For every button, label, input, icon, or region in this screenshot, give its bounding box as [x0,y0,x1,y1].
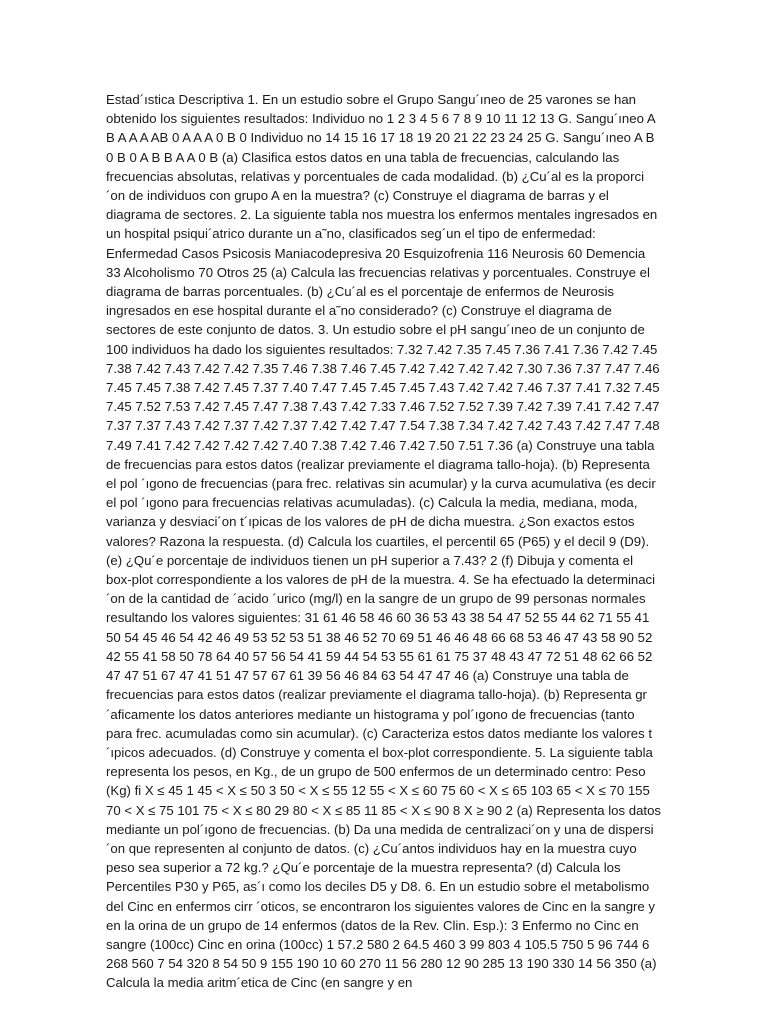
document-body-text: Estad´ıstica Descriptiva 1. En un estudio sobre el Grupo Sangu´ıneo de 25 varones se han obtenido los siguientes resultados: Individuo no 1 2 3 4 5 6 7 8 9 10 11 12 13 G. Sangu´ıneo A B A A A AB 0 A A A 0 B 0 Individuo no 14 15 16 17 18 19 20 21 22 23 24 25 G. Sangu´ıneo A B 0 B 0 A B B A A 0 B (a) Clasifica estos datos en una tabla de frecuencias, calculando las frecuencias absolutas, relativas y porcentuales de cada modalidad. (b) ¿Cu´al es la proporci´on de individuos con grupo A en la muestra? (c) Construye el diagrama de barras y el diagrama de sectores. 2. La siguiente tabla nos muestra los enfermos mentales ingresados en un hospital psiqui´atrico durante un a˜no, clasificados seg´un el tipo de enfermedad: Enfermedad Casos Psicosis Maniacodepresiva 20 Esquizofrenia 116 Neurosis 60 Demencia 33 Alcoholismo 70 Otros 25 (a) Calcula las frecuencias relativas y porcentuales. Construye el diagrama de barras porcentuales. (b) ¿Cu´al es el porcentaje de enfermos de Neurosis ingresados en ese hospital durante el a˜no considerado? (c) Construye el diagrama de sectores de este conjunto de datos. 3. Un estudio sobre el pH sangu´ıneo de un conjunto de 100 individuos ha dado los siguientes resultados: 7.32 7.42 7.35 7.45 7.36 7.41 7.36 7.42 7.45 7.38 7.42 7.43 7.42 7.42 7.35 7.46 7.38 7.46 7.45 7.42 7.42 7.42 7.42 7.30 7.36 7.37 7.47 7.46 7.45 7.45 7.38 7.42 7.45 7.37 7.40 7.47 7.45 7.45 7.45 7.43 7.42 7.42 7.46 7.37 7.41 7.32 7.45 7.45 7.52 7.53 7.42 7.45 7.47 7.38 7.43 7.42 7.33 7.46 7.52 7.52 7.39 7.42 7.39 7.41 7.42 7.47 7.37 7.37 7.43 7.42 7.37 7.42 7.37 7.42 7.42 7.47 7.54 7.38 7.34 7.42 7.42 7.43 7.42 7.47 7.48 7.49 7.41 7.42 7.42 7.42 7.42 7.40 7.38 7.42 7.46 7.42 7.50 7.51 7.36 (a) Construye una tabla de frecuencias para estos datos (realizar previamente el diagrama tallo-hoja). (b) Representa el pol ´ıgono de frecuencias (para frec. relativas sin acumular) y la curva acumulativa (es decir el pol ´ıgono para frecuencias relativas acumuladas). (c) Calcula la media, mediana, moda, varianza y desviaci´on t´ıpicas de los valores de pH de dicha muestra. ¿Son exactos estos valores? Razona la respuesta. (d) Calcula los cuartiles, el percentil 65 (P65) y el decil 9 (D9). (e) ¿Qu´e porcentaje de individuos tienen un pH superior a 7.43? 2 (f) Dibuja y comenta el box-plot correspondiente a los valores de pH de la muestra. 4. Se ha efectuado la determinaci´on de la cantidad de ´acido ´urico (mg/l) en la sangre de un grupo de 99 personas normales resultando los valores siguientes: 31 61 46 58 46 60 36 53 43 38 54 47 52 55 44 62 71 55 41 50 54 45 46 54 42 46 49 53 52 53 51 38 46 52 70 69 51 46 46 48 66 68 53 46 47 43 58 90 52 42 55 41 58 50 78 64 40 57 56 54 41 59 44 54 53 55 61 61 75 37 48 43 47 72 51 48 62 66 52 47 47 51 67 47 41 51 47 57 67 61 39 56 46 84 63 54 47 47 46 (a) Construye una tabla de frecuencias para estos datos (realizar previamente el diagrama tallo-hoja). (b) Representa gr´aficamente los datos anteriores mediante un histograma y pol´ıgono de frecuencias (tanto para frec. acumuladas como sin acumular). (c) Caracteriza estos datos mediante los valores t´ıpicos adecuados. (d) Construye y comenta el box-plot correspondiente. 5. La siguiente tabla representa los pesos, en Kg., de un grupo de 500 enfermos de un determinado centro: Peso (Kg) fi X ≤ 45 1 45 < X ≤ 50 3 50 < X ≤ 55 12 55 < X ≤ 60 75 60 < X ≤ 65 103 65 < X ≤ 70 155 70 < X ≤ 75 101 75 < X ≤ 80 29 80 < X ≤ 85 11 85 < X ≤ 90 8 X ≥ 90 2 (a) Representa los datos mediante un pol´ıgono de frecuencias. (b) Da una medida de centralizaci´on y una de dispersi´on que representen al conjunto de datos. (c) ¿Cu´antos individuos hay en la muestra cuyo peso sea superior a 72 kg.? ¿Qu´e porcentaje de la muestra representa? (d) Calcula los Percentiles P30 y P65, as´ı como los deciles D5 y D8. 6. En un estudio sobre el metabolismo del Cinc en enfermos cirr ´oticos, se encontraron los siguientes valores de Cinc en la sangre y en la orina de un grupo de 14 enfermos (datos de la Rev. Clin. Esp.): 3 Enfermo no Cinc en sangre (100cc) Cinc en orina (100cc) 1 57.2 580 2 64.5 460 3 99 803 4 105.5 750 5 96 744 6 268 560 7 54 320 8 54 50 9 155 190 10 60 270 11 56 280 12 90 285 13 190 330 14 56 350 (a) Calcula la media aritm´etica de Cinc (en sangre y en [106,92,662,991]
